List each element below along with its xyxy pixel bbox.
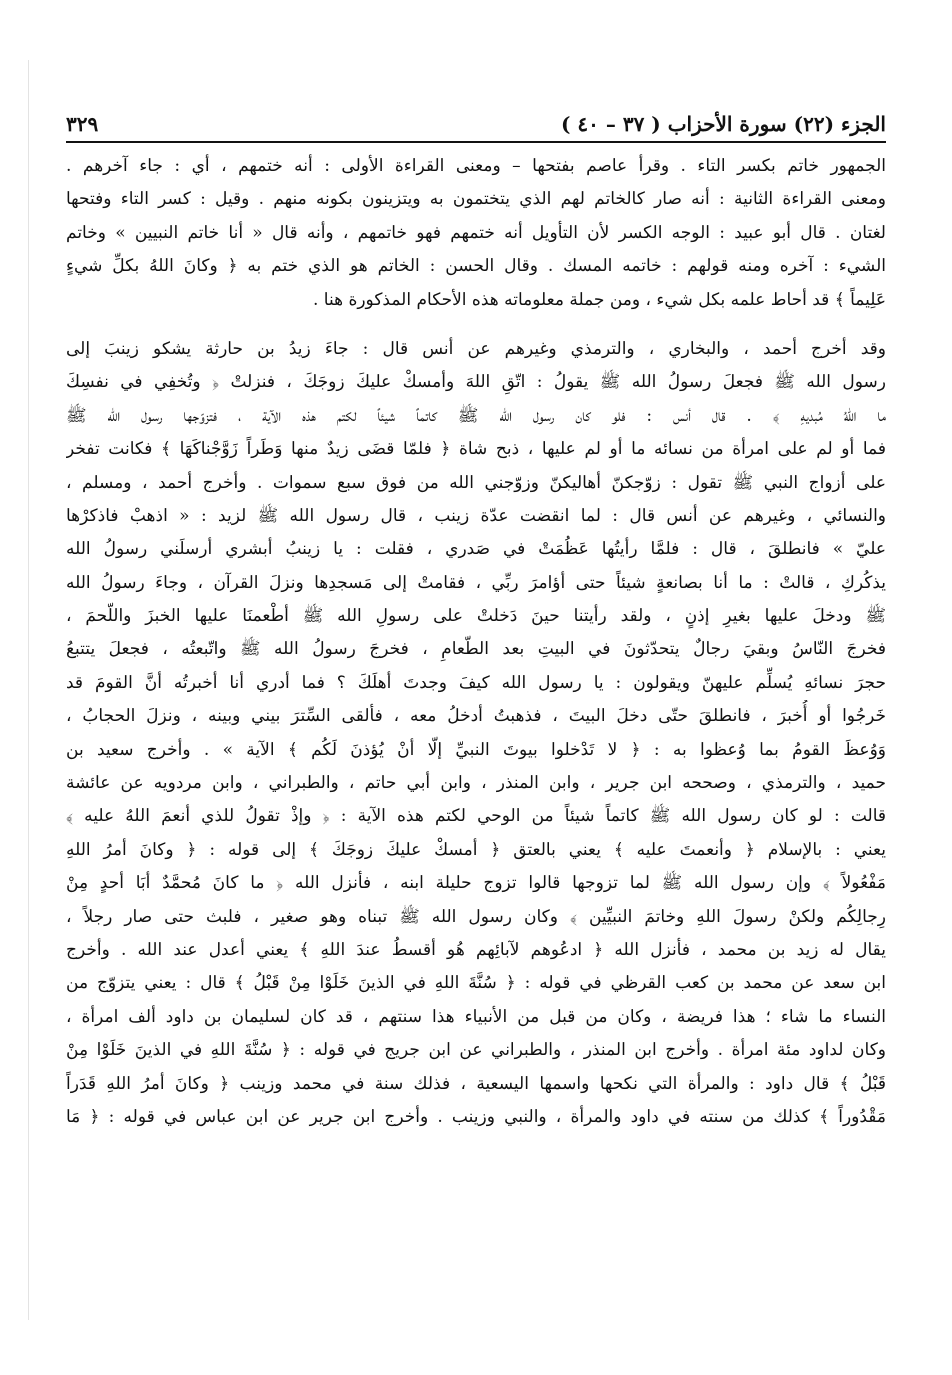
text-line: على أزواج النبي ﷺ تقول : زوّجكنّ أهاليكنّ وزوّجني الله من فوق سبع سموات . وأخرج أحمد ، ومسلم ،	[66, 472, 886, 493]
text-line: رسول الله ﷺ فجعلَ رسولُ الله ﷺ يقولُ : اتّقِ اللهَ وأمسكْ عليكَ زوجَكَ ، فنزلتْ ﴿ وتُخفِي في نفسِكَ	[66, 372, 886, 393]
text-line: مَفْعُولاً ﴾ وإن رسول الله ﷺ لما تزوجها قالوا تزوج حليلة ابنه ، فأنزل الله ﴿ ما كانَ مُحمَّدٌ أبَا أحدٍ مِنْ	[66, 873, 886, 894]
text-line: قالت : لو كان رسول الله ﷺ كاتماً شيئاً من الوحي لكتم هذه الآية : ﴿ وإذْ تقولُ للذي أنعمَ اللهُ عليه ﴾	[66, 806, 886, 827]
text-line: خَرجُوا أو أُخبرَ ، فانطلقَ حتّى دخلَ البيتَ ، فذهبتُ أدخلُ معه ، فألقى السِّترَ بيني وبينه ، ونزلَ الحجابُ ،	[66, 706, 886, 727]
text-line: حميد ، والترمذي ، وصححه ابن جرير ، وابن المنذر ، وابن أبي حاتم ، والطبراني ، وابن مردويه عن عائشة	[66, 773, 886, 794]
page-spine-shadow	[28, 60, 29, 1320]
text-line: الشيء : آخره ومنه قولهم : خاتمه المسك . وقال الحسن : الخاتم هو الذي ختم به ﴿ وكانَ اللهُ بكلِّ شيءٍ	[66, 256, 886, 277]
paragraph-gap	[66, 317, 886, 333]
text-line: ومعنى القراءة الثانية : أنه صار كالخاتم لهم الذي يتختمون به ويتزينون بكونه منهم . وقيل : كسر التاء وفتحها	[66, 189, 886, 210]
text-line: مَقْدُوراً ﴾ كذلك من سنته في داود والمرأة ، والنبي وزينب . وأخرج ابن جرير عن ابن عباس في قوله : ﴿ مَا	[66, 1106, 886, 1127]
text-line: يعني : بالإسلام ﴿ وأنعمتَ عليه ﴾ يعني بالعتق ﴿ أمسكْ عليكَ زوجَكَ ﴾ إلى قوله : ﴿ وكانَ أمرُ اللهِ	[66, 839, 886, 860]
text-line: وقد أخرج أحمد ، والبخاري ، والترمذي وغيرهم عن أنس قال : جاءَ زيدُ بن حارثة يشكو زينبَ إلى	[66, 338, 886, 359]
running-head: الجزء (٢٢) سورة الأحزاب ( ٣٧ – ٤٠ )	[560, 112, 886, 136]
text-line: فخرجَ النّاسُ وبقيَ رجالٌ يتحدّثونَ في البيتِ بعد الطّعامِ ، فخرجَ رسولُ الله ﷺ واتّبعتُه ، فجعلَ يتتبعُ	[66, 639, 886, 660]
page-number: ٣٢٩	[66, 112, 99, 136]
page-header	[66, 100, 886, 136]
text-line: وَوُعظَ القومُ بما وُعظوا به : ﴿ لا تَدْخلوا بيوتَ النبيِّ إلّا أنْ يُؤذنَ لَكُم ﴾ الآية » . وأخرج سعيد بن	[66, 739, 886, 760]
text-line: ابن سعد عن محمد بن كعب القرظي في قوله : ﴿ سُنَّةَ اللهِ في الذينَ خَلَوْا مِنْ قَبْلُ ﴾ قال : يعني يتزوّج من	[66, 973, 886, 994]
text-line: ما اللهُ مُبديهِ ﴾ . قال أنس : فلو كان رسول الله ﷺ كاتماً شيئاً لكتم هذه الآية ، فتزوّجها رسول الله ﷺ	[66, 405, 886, 426]
text-line: الجمهور خاتم بكسر التاء . وقرأ عاصم بفتحها – ومعنى القراءة الأولى : أنه ختمهم ، أي : جاء آخرهم .	[66, 156, 886, 176]
text-line: عَلِيماً ﴾ قد أحاط علمه بكل شيء ، ومن جملة معلوماته هذه الأحكام المذكورة هنا .	[312, 289, 886, 310]
text-line: لغتان . قال أبو عبيد : الوجه الكسر لأن التأويل أنه ختمهم فهو خاتمهم ، وأنه قال « أنا خاتم النبيين » وخاتم	[66, 222, 886, 243]
text-line: قَبْلُ ﴾ قال داود : والمرأة التي نكحها واسمها اليسعية ، فذلك سنة في محمد وزينب ﴿ وكانَ أمرُ اللهِ قَدَراً	[66, 1073, 886, 1094]
text-line: النساء ما شاء ؛ هذا فريضة ، وكان من قبل من الأنبياء هذا سنتهم ، قد كان لسليمان بن داود ألف امرأة ،	[66, 1006, 886, 1027]
text-line: حجرَ نسائهِ يُسلِّم عليهنّ ويقولون : يا رسول الله كيفَ وجدتَ أهلَكَ ؟ فما أدري أنا أخبرتُه أنَّ القومَ قد	[66, 672, 886, 693]
header-rule	[66, 141, 886, 143]
text-line: يذكُركِ ، قالتْ : ما أنا بصانعةٍ شيئاً حتى أؤامرَ ربِّي ، فقامتْ إلى مَسجدِها ونزلَ القرآن ، وجاءَ رسولُ الله	[66, 572, 886, 593]
text-line: ﷺ ودخلَ عليها بغيرِ إذنٍ ، ولقد رأيتنا حينَ دَخلتْ على رسولِ الله ﷺ أطْعمنَا عليها الخبزَ واللّحمَ ،	[66, 606, 886, 627]
text-line: والنسائي ، وغيرهم عن أنس قال : لما انقضت عدّة زينب ، قال رسول الله ﷺ لزيد : « اذهبْ فاذكرْها	[66, 505, 886, 526]
text-line: فما أو لم على امرأة من نسائه ما أو لم عليها ، ذبح شاة ﴿ فلمّا قضَى زيدٌ منها وَطَراً زَوَّجْناكَهَا ﴾ فكانت تفخر	[66, 439, 886, 460]
body-text	[66, 150, 886, 1134]
text-line: وكان لداود مئة امرأة . وأخرج ابن المنذر ، والطبراني عن ابن جريج في قوله : ﴿ سُنَّةَ اللهِ في الذينَ خَلَوْا مِنْ	[66, 1040, 886, 1061]
text-line: يقال له زيد بن محمد ، فأنزل الله ﴿ ادعُوهم لآبائِهم هُو أقسطُ عندَ اللهِ ﴾ يعني أعدل عند الله . وأخرج	[66, 939, 886, 960]
text-line: عليّ » فانطلقَ ، قال : فلمَّا رأيتُها عَظُمَتْ في صَدري ، فقلت : يا زينبُ أبشري أرسلَني رسولُ الله	[66, 539, 886, 560]
text-line: رِجالِكُم ولكنْ رسولَ اللهِ وخاتمَ النبيِّين ﴾ وكان رسول الله ﷺ تبناه وهو صغير ، فلبث حتى صار رجلاً ،	[66, 906, 886, 927]
